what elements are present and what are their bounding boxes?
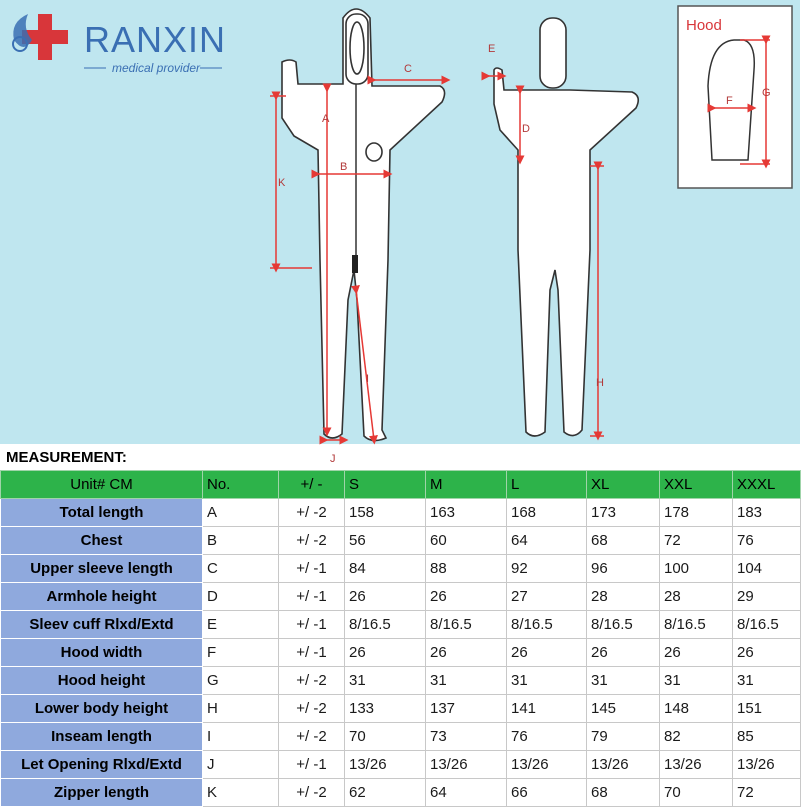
size-value-cell: 31 [426, 667, 507, 695]
size-value-cell: 137 [426, 695, 507, 723]
measurement-name-cell: Hood width [1, 639, 203, 667]
size-value-cell: 68 [587, 779, 660, 807]
size-value-cell: 68 [587, 527, 660, 555]
size-value-cell: 60 [426, 527, 507, 555]
size-value-cell: 76 [733, 527, 801, 555]
table-header-row [1, 471, 801, 499]
size-value-cell: 31 [587, 667, 660, 695]
size-value-cell: 8/16.5 [733, 611, 801, 639]
size-value-cell: 168 [507, 499, 587, 527]
label-a: A [322, 113, 330, 125]
size-value-cell: 13/26 [345, 751, 426, 779]
code-cell: K [203, 779, 279, 807]
size-value-cell: 13/26 [426, 751, 507, 779]
label-e: E [488, 43, 496, 55]
size-value-cell: 8/16.5 [587, 611, 660, 639]
brand-tagline: medical provider [112, 61, 201, 75]
table-row [1, 639, 801, 667]
size-value-cell: 70 [660, 779, 733, 807]
measurement-title: MEASUREMENT: [6, 449, 127, 466]
size-value-cell: 70 [345, 723, 426, 751]
size-value-cell: 183 [733, 499, 801, 527]
size-value-cell: 13/26 [507, 751, 587, 779]
size-value-cell: 31 [507, 667, 587, 695]
table-row [1, 555, 801, 583]
size-value-cell: 26 [733, 639, 801, 667]
size-value-cell: 88 [426, 555, 507, 583]
measurement-name-cell: Hood height [1, 667, 203, 695]
size-value-cell: 26 [345, 639, 426, 667]
size-value-cell: 8/16.5 [507, 611, 587, 639]
tolerance-cell: +/ -2 [279, 723, 345, 751]
size-value-cell: 151 [733, 695, 801, 723]
front-view-coverall [282, 9, 445, 441]
size-value-cell: 141 [507, 695, 587, 723]
tolerance-cell: +/ -2 [279, 779, 345, 807]
size-value-cell: 26 [426, 639, 507, 667]
brand-logo [13, 14, 226, 75]
size-value-cell: 13/26 [733, 751, 801, 779]
size-value-cell: 64 [507, 527, 587, 555]
hood-inset [678, 6, 792, 188]
size-value-cell: 56 [345, 527, 426, 555]
hood-inset-title: Hood [686, 17, 722, 34]
code-cell: J [203, 751, 279, 779]
table-row [1, 723, 801, 751]
measurement-name-cell: Upper sleeve length [1, 555, 203, 583]
tolerance-cell: +/ -1 [279, 751, 345, 779]
size-value-cell: 31 [660, 667, 733, 695]
size-value-cell: 64 [426, 779, 507, 807]
measurement-name-cell: Sleev cuff Rlxd/Extd [1, 611, 203, 639]
size-value-cell: 158 [345, 499, 426, 527]
size-value-cell: 66 [507, 779, 587, 807]
header-cell: L [507, 471, 587, 499]
code-cell: F [203, 639, 279, 667]
table-row [1, 667, 801, 695]
size-value-cell: 8/16.5 [345, 611, 426, 639]
label-i: I [366, 373, 370, 385]
size-value-cell: 8/16.5 [660, 611, 733, 639]
tolerance-cell: +/ -2 [279, 695, 345, 723]
size-value-cell: 92 [507, 555, 587, 583]
hood-label-f: F [726, 95, 733, 107]
size-value-cell: 26 [660, 639, 733, 667]
header-cell: M [426, 471, 507, 499]
table-row [1, 583, 801, 611]
size-value-cell: 82 [660, 723, 733, 751]
tolerance-cell: +/ -2 [279, 499, 345, 527]
size-value-cell: 13/26 [660, 751, 733, 779]
tolerance-cell: +/ -2 [279, 667, 345, 695]
header-cell: S [345, 471, 426, 499]
header-cell: XXL [660, 471, 733, 499]
size-value-cell: 13/26 [587, 751, 660, 779]
tolerance-cell: +/ -1 [279, 555, 345, 583]
code-cell: B [203, 527, 279, 555]
size-value-cell: 31 [345, 667, 426, 695]
measurement-name-cell: Chest [1, 527, 203, 555]
size-value-cell: 26 [426, 583, 507, 611]
size-value-cell: 96 [587, 555, 660, 583]
size-value-cell: 100 [660, 555, 733, 583]
table-row [1, 499, 801, 527]
code-cell: H [203, 695, 279, 723]
code-cell: G [203, 667, 279, 695]
label-h: H [596, 377, 604, 389]
size-value-cell: 27 [507, 583, 587, 611]
size-value-cell: 148 [660, 695, 733, 723]
size-value-cell: 163 [426, 499, 507, 527]
table-row [1, 695, 801, 723]
measurement-name-cell: Armhole height [1, 583, 203, 611]
size-value-cell: 29 [733, 583, 801, 611]
size-value-cell: 84 [345, 555, 426, 583]
size-value-cell: 31 [733, 667, 801, 695]
table-row [1, 527, 801, 555]
label-b: B [340, 161, 348, 173]
size-value-cell: 178 [660, 499, 733, 527]
tolerance-cell: +/ -2 [279, 527, 345, 555]
header-cell: XXXL [733, 471, 801, 499]
size-value-cell: 173 [587, 499, 660, 527]
size-value-cell: 26 [345, 583, 426, 611]
size-value-cell: 26 [587, 639, 660, 667]
size-value-cell: 79 [587, 723, 660, 751]
code-cell: E [203, 611, 279, 639]
size-chart-table [0, 470, 801, 807]
size-value-cell: 28 [660, 583, 733, 611]
size-value-cell: 26 [507, 639, 587, 667]
label-d: D [522, 123, 530, 135]
label-k: K [278, 177, 286, 189]
back-view-coverall [494, 18, 638, 436]
code-cell: D [203, 583, 279, 611]
tolerance-cell: +/ -1 [279, 583, 345, 611]
logo-emblem-icon [13, 14, 68, 60]
size-value-cell: 76 [507, 723, 587, 751]
tolerance-cell: +/ -1 [279, 611, 345, 639]
table-row [1, 779, 801, 807]
size-value-cell: 72 [733, 779, 801, 807]
code-cell: A [203, 499, 279, 527]
size-value-cell: 85 [733, 723, 801, 751]
size-value-cell: 28 [587, 583, 660, 611]
size-value-cell: 145 [587, 695, 660, 723]
measurement-name-cell: Lower body height [1, 695, 203, 723]
size-value-cell: 62 [345, 779, 426, 807]
hood-label-g: G [762, 87, 771, 99]
label-c: C [404, 63, 412, 75]
table-row [1, 751, 801, 779]
tolerance-cell: +/ -1 [279, 639, 345, 667]
header-cell: No. [203, 471, 279, 499]
brand-name: RANXIN [84, 19, 227, 60]
code-cell: I [203, 723, 279, 751]
measurement-name-cell: Inseam length [1, 723, 203, 751]
header-cell: +/ - [279, 471, 345, 499]
size-value-cell: 133 [345, 695, 426, 723]
measurement-name-cell: Zipper length [1, 779, 203, 807]
code-cell: C [203, 555, 279, 583]
size-value-cell: 73 [426, 723, 507, 751]
label-j: J [330, 453, 336, 465]
size-value-cell: 72 [660, 527, 733, 555]
header-cell: XL [587, 471, 660, 499]
measurement-name-cell: Let Opening Rlxd/Extd [1, 751, 203, 779]
measurement-name-cell: Total length [1, 499, 203, 527]
size-value-cell: 104 [733, 555, 801, 583]
table-row [1, 611, 801, 639]
size-value-cell: 8/16.5 [426, 611, 507, 639]
header-cell: Unit# CM [1, 471, 203, 499]
